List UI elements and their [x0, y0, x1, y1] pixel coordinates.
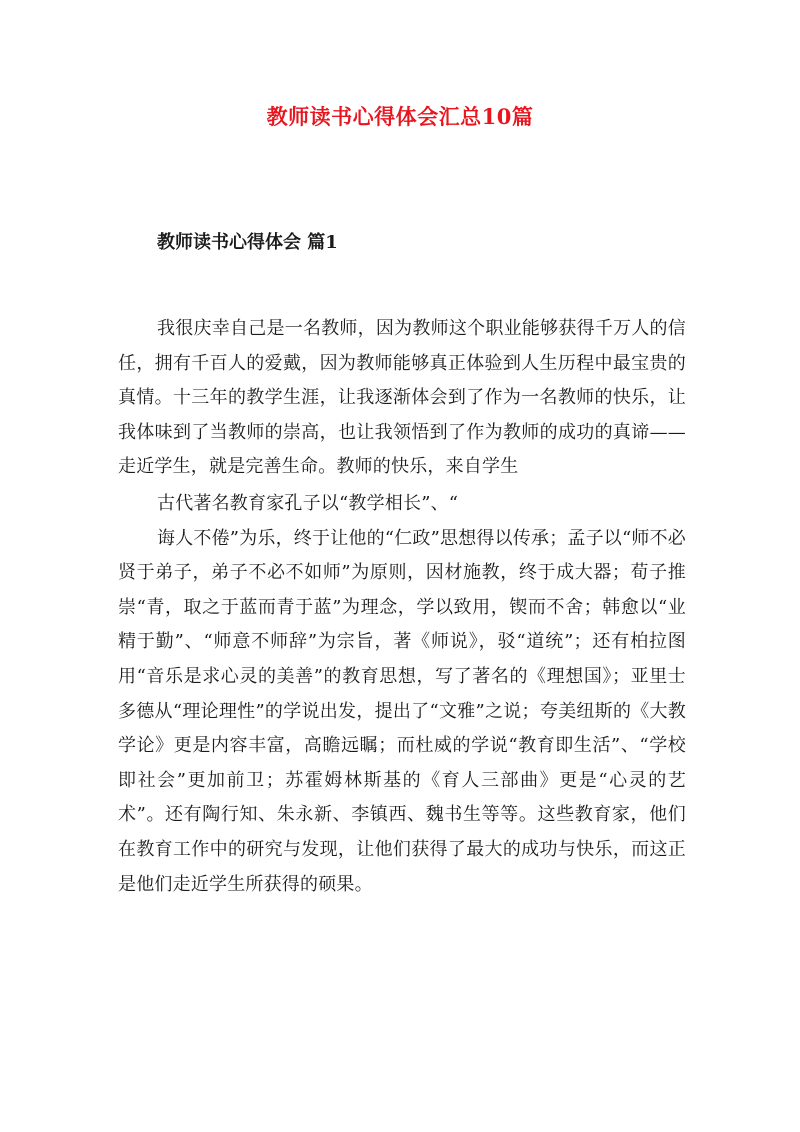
document-title: 教师读书心得体会汇总10篇	[266, 104, 534, 129]
section-heading: 教师读书心得体会 篇1	[157, 232, 338, 253]
document-body	[118, 312, 686, 902]
paragraph: 我很庆幸自己是一名教师，因为教师这个职业能够获得千万人的信任，拥有千百人的爱戴，因为教师能够真正体验到人生历程中最宝贵的真情。十三年的教学生涯，让我逐渐体会到了作为一名教师的快乐，让我体味到了当教师的崇高，也让我领悟到了作为教师的成功的真谛——走近学生，就是完善生命。教师的快乐，来自学生	[118, 318, 686, 478]
paragraph: 古代著名教育家孔子以“教学相长”、“	[157, 492, 459, 514]
paragraph: 诲人不倦”为乐，终于让他的“仁政”思想得以传承；孟子以“师不必贤于弟子，弟子不必不如师”为原则，因材施教，终于成大器；荀子推崇“青，取之于蓝而青于蓝”为理念，学以致用，锲而不舍；韩愈以“业精于勤”、“师意不师辞”为宗旨，著《师说》，驳“道统”；还有柏拉图用“音乐是求心灵的美善”的教育思想，写了著名的《理想国》；亚里士多德从“理论理性”的学说出发，提出了“文雅”之说；夸美纽斯的《大教学论》更是内容丰富，高瞻远瞩；而杜威的学说“教育即生活”、“学校即社会”更加前卫；苏霍姆林斯基的《育人三部曲》更是“心灵的艺术”。还有陶行知、朱永新、李镇西、魏书生等等。这些教育家，他们在教育工作中的研究与发现，让他们获得了最大的成功与快乐，而这正是他们走近学生所获得的硕果。	[118, 527, 687, 895]
